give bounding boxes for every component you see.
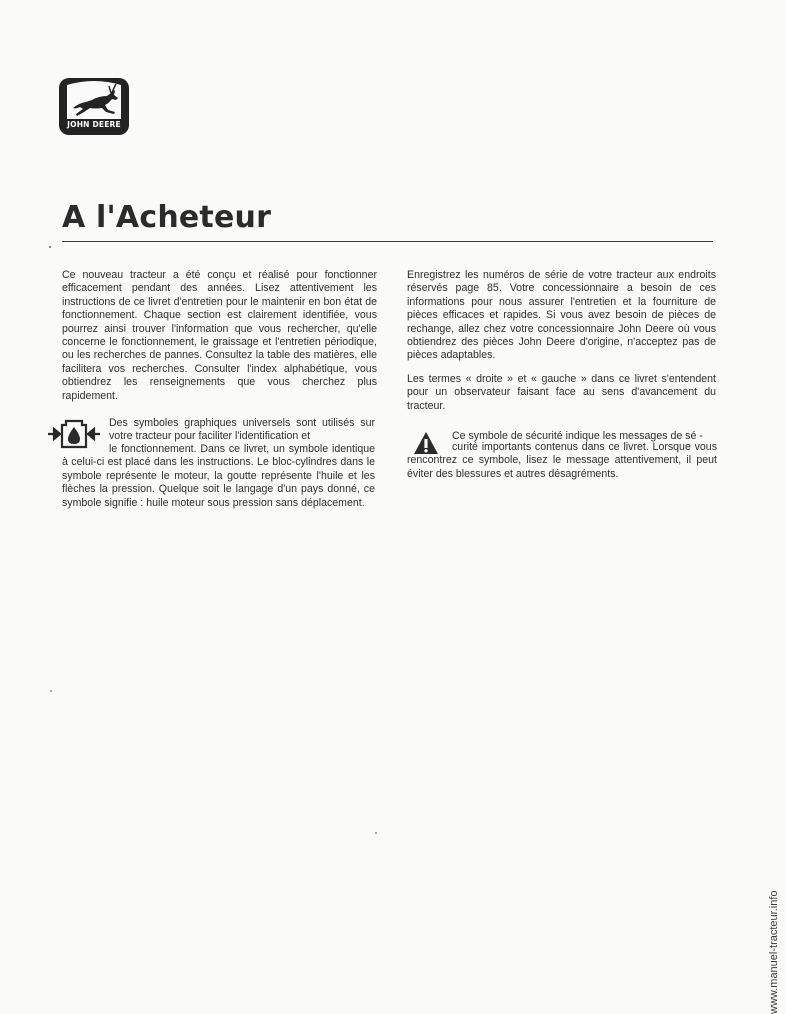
- page-title: A l'Acheteur: [62, 200, 272, 235]
- speck: [49, 246, 51, 248]
- safety-paragraph-lead: Ce symbole de sécurité indique les messages de sé -: [452, 430, 703, 442]
- intro-paragraph: Ce nouveau tracteur a été conçu et réalisé pour fonctionner efficacement pendant des années. Lisez attentivement les instructions de ce livret d'entretien pour le maintenir en bon état de fonctionnement. Chaque section est clairement identifiée, vous pourrez ainsi trouver l'information que vous rechercher, qu'elle concerne le fonctionnement, le graissage et l'entretien périodique, ou les recherches de pannes. Consultez la table des matières, elle facilitera vos recherches. Consulter l'index alphabétique, vous obtiendrez les renseignements que vous cherchez plus rapidement.: [62, 269, 377, 402]
- john-deere-logo: [59, 78, 129, 135]
- safety-paragraph: curité importants contenus dans ce livret. Lorsque vous rencontrez ce symbole, lisez le message attentivement, il peut éviter des blessures et autres désagréments.: [407, 441, 717, 480]
- symbols-paragraph: le fonctionnement. Dans ce livret, un symbole identique à celui-ci est placé dans les instructions. Le bloc-cylindres dans le symbole représente le moteur, la goutte représente l'huile et les flèches la pression. Quelque soit le langage d'un pays donné, ce symbole signifie : huile moteur sous pression sans déplacement.: [62, 443, 375, 509]
- leaping-deer-icon: [59, 78, 129, 122]
- symbols-paragraph-lead: Des symboles graphiques universels sont utilisés sur votre tracteur pour faciliter l'identification et: [109, 417, 375, 443]
- left-right-paragraph: Les termes « droite » et « gauche » dans ce livret s'entendent pour un observateur faisant face au sens d'avancement du tracteur.: [407, 373, 716, 412]
- speck: [375, 832, 377, 834]
- serial-numbers-paragraph: Enregistrez les numéros de série de votre tracteur aux endroits réservés page 85. Votre concessionnaire a besoin de ces informations pour nous assurer l'entretien et la fourniture de pièces efficaces et rapides. Si vous avez besoin de pièces de rechange, allez chez votre concessionnaire John Deere où vous obtiendrez des pièces John Deere d'origine, n'acceptez pas de pièces adaptables.: [407, 269, 716, 362]
- speck: [50, 690, 52, 692]
- logo-wordmark: JOHN DEERE: [67, 120, 121, 129]
- title-rule: [62, 241, 713, 242]
- watermark: www.manuel-tracteur.info: [768, 890, 780, 1014]
